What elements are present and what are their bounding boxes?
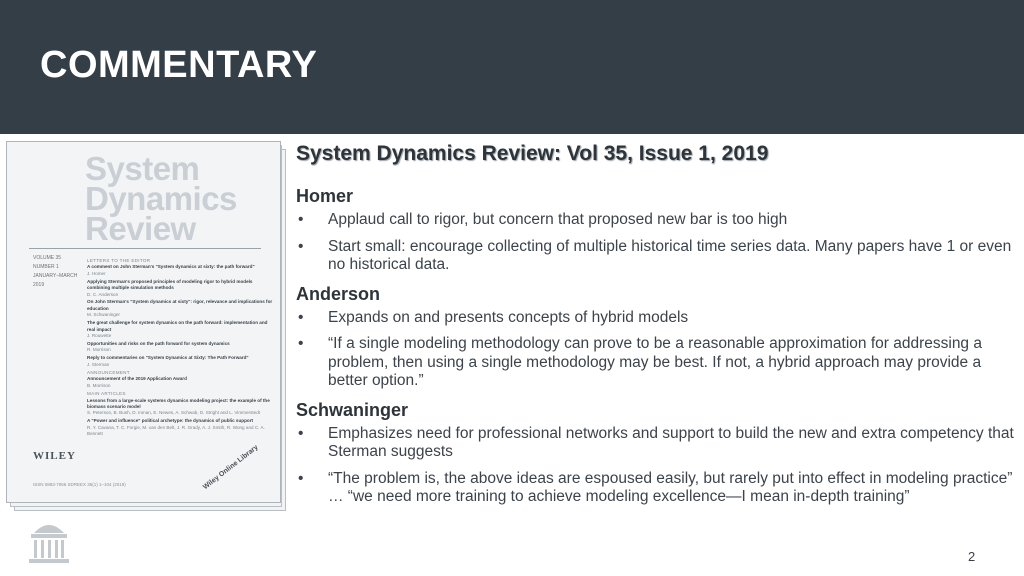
- section-heading: Schwaninger: [296, 399, 409, 420]
- bullet-text: Applaud call to rigor, but concern that proposed new bar is too high: [328, 211, 788, 228]
- list-item: [296, 335, 1018, 391]
- institution-dome-icon: [28, 519, 70, 567]
- cover-toc-author: J. Sterman: [87, 361, 110, 367]
- cover-toc-section: MAIN ARTICLES: [87, 391, 126, 397]
- section-heading: Anderson: [296, 283, 381, 304]
- bullet-text: “The problem is, the above ideas are espoused easily, but rarely put into effect in modeling practice” … “we need more training to achieve modeling excellence—I mean in-depth training”: [328, 469, 1013, 505]
- cover-toc-title: A "Power and influence" political archetype: the dynamics of public support: [87, 418, 254, 424]
- cover-toc-author: D. C. Anderson: [87, 291, 119, 297]
- cover-toc-author: S. Peterson, B. Bush, D. Inman, E. Newes, A. Schwab, D. Stright and L. Vimmerstedt: [87, 410, 261, 416]
- bullet-text: Start small: encourage collecting of multiple historical time series data. Many papers have 1 or even no historical data.: [328, 237, 1012, 273]
- publisher-logo: WILEY: [33, 450, 76, 462]
- cover-toc-author: B. Morrison: [87, 382, 111, 388]
- commentary-content: [296, 142, 1018, 515]
- cover-toc-section: LETTERS TO THE EDITOR: [87, 258, 151, 263]
- cover-toc-title: On John Sterman's "System dynamics at sixty": rigor, relevance and implications for education: [87, 299, 273, 311]
- bullet-text: “If a single modeling methodology can prove to be a reasonable approximation for addressing a problem, then using a single methodology may be best. If not, a hybrid approach may provide a better option.”: [328, 335, 982, 389]
- cover-brand: System Dynamics Review: [85, 150, 237, 247]
- bullet-icon: •: [298, 211, 304, 228]
- bullet-icon: •: [298, 308, 304, 326]
- bullet-list: [296, 211, 1018, 275]
- list-item: [296, 309, 1018, 328]
- cover-toc-title: A comment on John Sterman's "System dynamics at sixty: the path forward": [87, 264, 255, 270]
- bullet-icon: •: [298, 424, 304, 442]
- cover-table-of-contents: [87, 256, 273, 439]
- cover-toc-title: The great challenge for system dynamics on the path forward: implementation and real impact: [87, 320, 268, 332]
- bullet-text: Emphasizes need for professional networks and support to build the new and extra competency that Sterman suggests: [328, 424, 1014, 460]
- cover-toc-title: Reply to commentaries on "System Dynamics at Sixty: The Path Forward": [87, 355, 249, 361]
- page-number: 2: [968, 549, 976, 564]
- cover-volume-info: VOLUME 35 NUMBER 1 JANUARY–MARCH 2019: [33, 255, 78, 288]
- page-title: COMMENTARY: [40, 44, 318, 86]
- section-heading: Homer: [296, 186, 354, 206]
- list-item: [296, 425, 1018, 462]
- cover-toc-title: Applying Sterman's proposed principles of modeling rigor to hybrid models combining multiple simulation methods: [87, 278, 253, 291]
- journal-cover: [6, 141, 281, 503]
- header-bar: [0, 0, 1024, 134]
- list-item: [296, 238, 1018, 275]
- content-title: System Dynamics Review: Vol 35, Issue 1, 2019: [296, 142, 769, 165]
- cover-toc-author: R. Y. Cavana, T. C. Forgie, M. van den Belt, J. R. Grady, A. J. Smith, R. Wong and C. A. Bennett: [87, 424, 265, 437]
- cover-divider: [29, 248, 261, 249]
- online-library-badge: Wiley Online Library: [202, 443, 260, 492]
- bullet-list: [296, 309, 1018, 391]
- cover-toc-title: Opportunities and risks on the path forward for system dynamics: [87, 340, 230, 346]
- cover-toc-author: M. Schwaninger: [87, 312, 120, 318]
- list-item: [296, 470, 1018, 507]
- bullet-text: Expands on and presents concepts of hybrid models: [328, 308, 689, 326]
- cover-toc-author: R. Morrison: [87, 347, 111, 353]
- cover-toc-title: Announcement of the 2019 Application Award: [87, 376, 187, 382]
- cover-toc-author: J. Homer: [87, 270, 106, 276]
- cover-toc-section: ANNOUNCEMENT: [87, 370, 130, 375]
- cover-issn: ISSN 0883-7066 SDREEX 35(1) 1–104 (2019): [33, 482, 126, 487]
- list-item: [296, 211, 1018, 230]
- cover-toc-author: J. Rouwette: [87, 332, 112, 338]
- cover-toc-title: Lessons from a large-scale systems dynamics modeling project: the example of the biomass scenario model: [87, 397, 270, 410]
- bullet-icon: •: [298, 469, 304, 487]
- bullet-icon: •: [298, 335, 304, 352]
- bullet-icon: •: [298, 237, 304, 255]
- bullet-list: [296, 425, 1018, 507]
